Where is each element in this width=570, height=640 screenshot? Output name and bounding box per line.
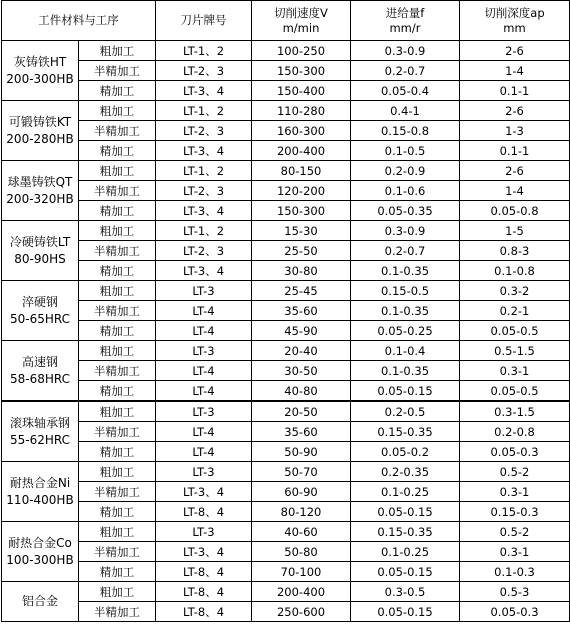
speed-cell: 50-70	[252, 462, 351, 482]
blade-cell: LT-3、4	[156, 482, 252, 502]
blade-cell: LT-3	[156, 522, 252, 542]
speed-cell: 20-50	[252, 401, 351, 422]
depth-cell: 0.3-1	[460, 542, 570, 562]
feed-cell: 0.3-0.9	[351, 221, 460, 241]
speed-cell: 50-90	[252, 442, 351, 462]
material-hardness: 100-300HB	[6, 552, 74, 567]
blade-header: 刀片牌号	[156, 1, 252, 41]
speed-header	[252, 1, 351, 41]
blade-cell: LT-3、4	[156, 201, 252, 221]
table-row	[2, 261, 570, 281]
material-name: 灰铸铁HT	[13, 54, 67, 69]
material-cell	[2, 161, 79, 221]
feed-cell: 0.3-0.5	[351, 582, 460, 602]
material-hardness: 80-90HS	[14, 251, 66, 266]
blade-cell: LT-1、2	[156, 161, 252, 181]
table-row	[2, 141, 570, 161]
feed-header-unit: mm/r	[389, 20, 421, 35]
table-body	[2, 41, 570, 622]
blade-cell: LT-4	[156, 442, 252, 462]
table-row	[2, 341, 570, 361]
material-cell	[2, 522, 79, 582]
material-cell	[2, 401, 79, 462]
speed-cell: 120-200	[252, 181, 351, 201]
material-cell	[2, 582, 79, 622]
feed-cell: 0.05-0.15	[351, 381, 460, 402]
table-row	[2, 442, 570, 462]
table-row	[2, 181, 570, 201]
feed-cell: 0.1-0.6	[351, 181, 460, 201]
feed-cell: 0.05-0.25	[351, 321, 460, 341]
material-hardness: 200-280HB	[6, 131, 74, 146]
table-row	[2, 241, 570, 261]
table-row	[2, 81, 570, 101]
material-cell	[2, 101, 79, 161]
table-row	[2, 502, 570, 522]
process-cell: 精加工	[79, 261, 156, 281]
process-cell: 粗加工	[79, 221, 156, 241]
blade-cell: LT-1、2	[156, 41, 252, 61]
table-row	[2, 361, 570, 381]
depth-cell: 0.2-1	[460, 301, 570, 321]
table-row	[2, 562, 570, 582]
process-cell: 半精加工	[79, 241, 156, 261]
speed-cell: 35-60	[252, 422, 351, 442]
speed-cell: 250-600	[252, 602, 351, 622]
table-row	[2, 201, 570, 221]
depth-cell: 0.05-0.8	[460, 201, 570, 221]
feed-header	[351, 1, 460, 41]
feed-cell: 0.15-0.35	[351, 522, 460, 542]
material-name: 可锻铸铁KT	[8, 114, 72, 129]
material-cell	[2, 462, 79, 522]
speed-cell: 45-90	[252, 321, 351, 341]
material-cell	[2, 41, 79, 101]
depth-cell: 0.05-0.5	[460, 321, 570, 341]
process-cell: 半精加工	[79, 121, 156, 141]
depth-cell: 0.2-0.8	[460, 422, 570, 442]
feed-cell: 0.1-0.35	[351, 361, 460, 381]
process-cell: 粗加工	[79, 341, 156, 361]
table-row	[2, 301, 570, 321]
blade-cell: LT-2、3	[156, 181, 252, 201]
blade-cell: LT-3	[156, 401, 252, 422]
depth-cell: 0.5-2	[460, 462, 570, 482]
speed-cell: 30-80	[252, 261, 351, 281]
speed-header-unit: m/min	[282, 20, 320, 35]
feed-cell: 0.15-0.5	[351, 281, 460, 301]
depth-cell: 0.05-0.3	[460, 602, 570, 622]
process-cell: 精加工	[79, 141, 156, 161]
process-cell: 半精加工	[79, 361, 156, 381]
feed-cell: 0.2-0.9	[351, 161, 460, 181]
blade-cell: LT-3	[156, 341, 252, 361]
material-cell	[2, 281, 79, 341]
speed-cell: 200-400	[252, 141, 351, 161]
depth-cell: 0.05-0.3	[460, 442, 570, 462]
blade-cell: LT-8、4	[156, 602, 252, 622]
speed-cell: 100-250	[252, 41, 351, 61]
depth-header-unit: mm	[503, 20, 526, 35]
cutting-parameters-table	[1, 0, 570, 622]
speed-cell: 50-80	[252, 542, 351, 562]
feed-header-label: 进给量f	[385, 5, 425, 20]
feed-cell: 0.1-0.35	[351, 301, 460, 321]
material-hardness: 55-62HRC	[9, 432, 70, 447]
blade-cell: LT-1、2	[156, 101, 252, 121]
speed-cell: 150-300	[252, 201, 351, 221]
table-row	[2, 221, 570, 241]
process-cell: 半精加工	[79, 602, 156, 622]
material-name: 淬硬钢	[21, 294, 58, 309]
process-cell: 粗加工	[79, 161, 156, 181]
blade-cell: LT-4	[156, 361, 252, 381]
process-cell: 粗加工	[79, 462, 156, 482]
blade-cell: LT-8、4	[156, 562, 252, 582]
speed-cell: 160-300	[252, 121, 351, 141]
process-cell: 半精加工	[79, 181, 156, 201]
speed-cell: 200-400	[252, 582, 351, 602]
blade-cell: LT-2、3	[156, 61, 252, 81]
feed-cell: 0.4-1	[351, 101, 460, 121]
table-row	[2, 401, 570, 422]
table-row	[2, 161, 570, 181]
table-row	[2, 101, 570, 121]
blade-cell: LT-4	[156, 321, 252, 341]
depth-cell: 0.5-1.5	[460, 341, 570, 361]
process-cell: 半精加工	[79, 422, 156, 442]
process-cell: 半精加工	[79, 482, 156, 502]
depth-cell: 2-6	[460, 41, 570, 61]
blade-cell: LT-8、4	[156, 502, 252, 522]
feed-cell: 0.2-0.7	[351, 61, 460, 81]
depth-cell: 0.5-3	[460, 582, 570, 602]
speed-cell: 20-40	[252, 341, 351, 361]
process-cell: 精加工	[79, 321, 156, 341]
depth-cell: 1-5	[460, 221, 570, 241]
blade-cell: LT-3	[156, 281, 252, 301]
process-cell: 精加工	[79, 562, 156, 582]
depth-cell: 0.3-1	[460, 482, 570, 502]
material-name: 耐热合金Co	[8, 535, 72, 550]
feed-cell: 0.2-0.35	[351, 462, 460, 482]
depth-header	[460, 1, 570, 41]
table-row	[2, 522, 570, 542]
table-row	[2, 582, 570, 602]
speed-cell: 40-80	[252, 381, 351, 402]
feed-cell: 0.1-0.25	[351, 482, 460, 502]
material-hardness: 110-400HB	[6, 492, 74, 507]
table-row	[2, 381, 570, 402]
process-cell: 精加工	[79, 201, 156, 221]
table-row	[2, 462, 570, 482]
speed-cell: 80-150	[252, 161, 351, 181]
depth-cell: 0.15-0.3	[460, 502, 570, 522]
table-row	[2, 61, 570, 81]
depth-cell: 0.8-3	[460, 241, 570, 261]
process-cell: 粗加工	[79, 401, 156, 422]
material-hardness: 200-300HB	[6, 71, 74, 86]
header-row	[2, 1, 570, 41]
depth-cell: 2-6	[460, 101, 570, 121]
feed-cell: 0.1-0.35	[351, 261, 460, 281]
table-row	[2, 422, 570, 442]
feed-cell: 0.05-0.35	[351, 201, 460, 221]
process-cell: 精加工	[79, 381, 156, 402]
depth-cell: 2-6	[460, 161, 570, 181]
blade-cell: LT-2、3	[156, 121, 252, 141]
table-row	[2, 602, 570, 622]
table-row	[2, 321, 570, 341]
blade-cell: LT-3、4	[156, 141, 252, 161]
speed-cell: 150-400	[252, 81, 351, 101]
speed-cell: 150-300	[252, 61, 351, 81]
blade-cell: LT-3、4	[156, 81, 252, 101]
depth-cell: 0.1-1	[460, 141, 570, 161]
material-hardness: 50-65HRC	[9, 311, 70, 326]
depth-cell: 0.1-1	[460, 81, 570, 101]
process-cell: 精加工	[79, 81, 156, 101]
speed-cell: 60-90	[252, 482, 351, 502]
blade-cell: LT-3、4	[156, 261, 252, 281]
material-name: 铝合金	[21, 594, 58, 608]
speed-cell: 40-60	[252, 522, 351, 542]
feed-cell: 0.05-0.15	[351, 502, 460, 522]
process-cell: 精加工	[79, 442, 156, 462]
material-hardness: 58-68HRC	[9, 371, 70, 386]
material-name: 冷硬铸铁LT	[9, 234, 71, 249]
table-row	[2, 542, 570, 562]
depth-cell: 1-4	[460, 181, 570, 201]
process-cell: 粗加工	[79, 281, 156, 301]
blade-cell: LT-8、4	[156, 582, 252, 602]
material-cell	[2, 341, 79, 402]
feed-cell: 0.05-0.15	[351, 602, 460, 622]
process-cell: 半精加工	[79, 301, 156, 321]
table-row	[2, 482, 570, 502]
table-row	[2, 281, 570, 301]
process-cell: 粗加工	[79, 101, 156, 121]
table-row	[2, 121, 570, 141]
feed-cell: 0.05-0.15	[351, 562, 460, 582]
process-cell: 粗加工	[79, 41, 156, 61]
speed-cell: 35-60	[252, 301, 351, 321]
speed-cell: 25-50	[252, 241, 351, 261]
speed-cell: 15-30	[252, 221, 351, 241]
depth-cell: 0.1-0.3	[460, 562, 570, 582]
blade-cell: LT-2、3	[156, 241, 252, 261]
blade-cell: LT-4	[156, 381, 252, 402]
feed-cell: 0.05-0.2	[351, 442, 460, 462]
material-name: 高速钢	[21, 354, 58, 369]
feed-cell: 0.1-0.25	[351, 542, 460, 562]
process-cell: 粗加工	[79, 522, 156, 542]
process-cell: 粗加工	[79, 582, 156, 602]
material-cell	[2, 221, 79, 281]
blade-cell: LT-4	[156, 422, 252, 442]
table-row	[2, 41, 570, 61]
feed-cell: 0.1-0.4	[351, 341, 460, 361]
process-cell: 半精加工	[79, 542, 156, 562]
depth-cell: 0.3-1.5	[460, 401, 570, 422]
depth-cell: 0.3-1	[460, 361, 570, 381]
feed-cell: 0.2-0.7	[351, 241, 460, 261]
material-name: 滚珠轴承钢	[9, 415, 70, 430]
depth-cell: 1-4	[460, 61, 570, 81]
blade-cell: LT-4	[156, 301, 252, 321]
speed-cell: 30-50	[252, 361, 351, 381]
feed-cell: 0.15-0.35	[351, 422, 460, 442]
material-name: 球墨铸铁QT	[7, 174, 73, 189]
blade-cell: LT-1、2	[156, 221, 252, 241]
feed-cell: 0.15-0.8	[351, 121, 460, 141]
process-cell: 精加工	[79, 502, 156, 522]
feed-cell: 0.1-0.5	[351, 141, 460, 161]
blade-cell: LT-3	[156, 462, 252, 482]
depth-cell: 0.5-2	[460, 522, 570, 542]
speed-cell: 25-45	[252, 281, 351, 301]
depth-header-label: 切削深度ap	[484, 5, 545, 20]
material-hardness: 200-320HB	[6, 191, 74, 206]
speed-cell: 70-100	[252, 562, 351, 582]
feed-cell: 0.3-0.9	[351, 41, 460, 61]
process-cell: 半精加工	[79, 61, 156, 81]
speed-header-label: 切削速度V	[274, 5, 328, 20]
depth-cell: 0.05-0.5	[460, 381, 570, 402]
blade-cell: LT-3、4	[156, 542, 252, 562]
material-name: 耐热合金Ni	[9, 475, 71, 490]
depth-cell: 0.1-0.8	[460, 261, 570, 281]
speed-cell: 110-280	[252, 101, 351, 121]
depth-cell: 0.3-2	[460, 281, 570, 301]
feed-cell: 0.05-0.4	[351, 81, 460, 101]
depth-cell: 1-3	[460, 121, 570, 141]
feed-cell: 0.2-0.5	[351, 401, 460, 422]
material-header: 工件材料与工序	[2, 1, 156, 41]
speed-cell: 80-120	[252, 502, 351, 522]
